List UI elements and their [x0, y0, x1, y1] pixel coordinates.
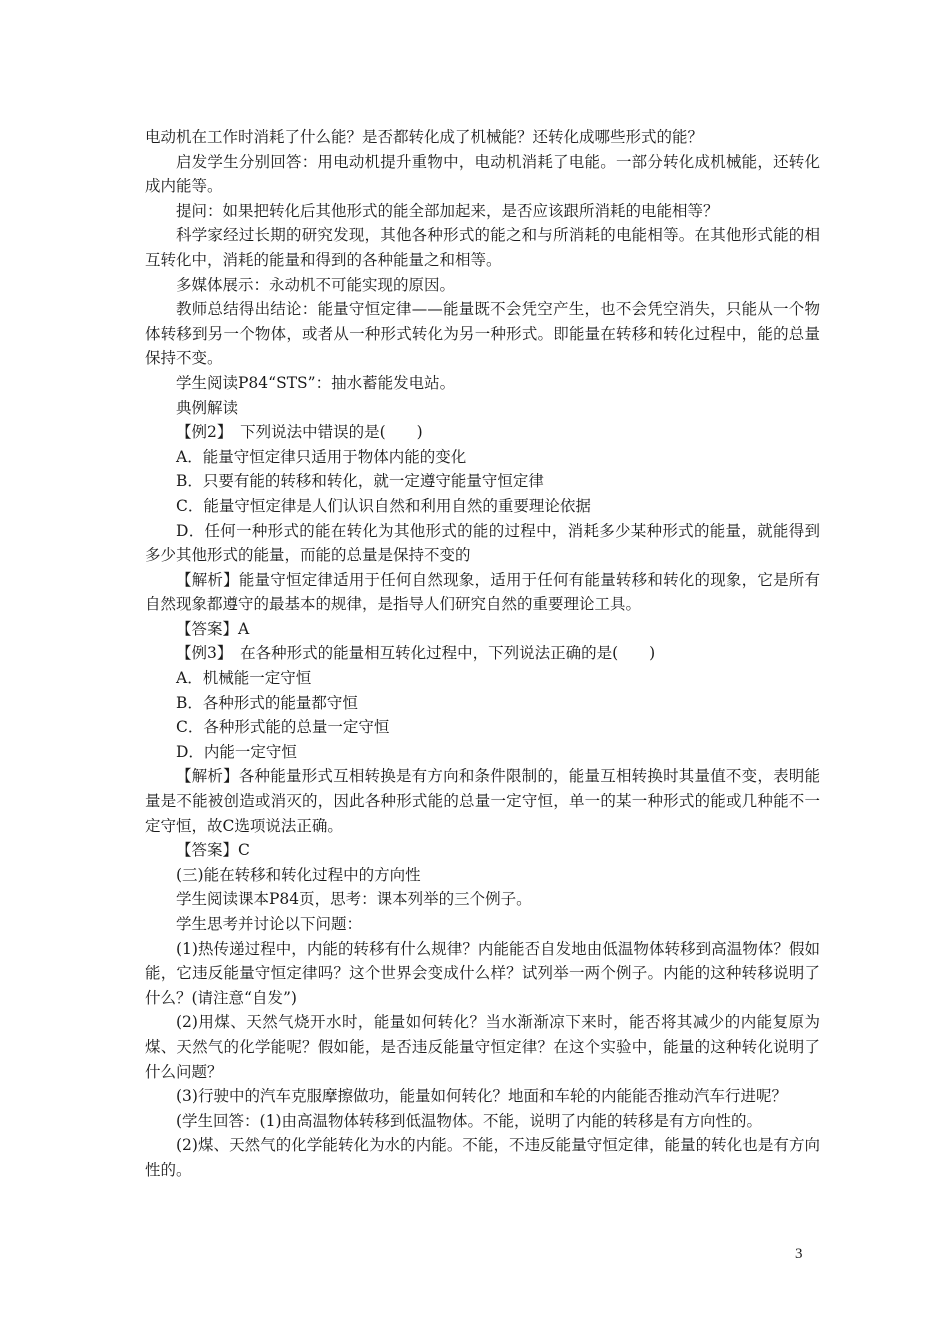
paragraph: 科学家经过长期的研究发现，其他各种形式的能之和与所消耗的电能相等。在其他形式能的相互转化中，消耗的能量和得到的各种能量之和相等。: [145, 226, 820, 269]
paragraph: 学生思考并讨论以下问题：: [176, 915, 363, 933]
discussion-question: (3)行驶中的汽车克服摩擦做功，能量如何转化？地面和车轮的内能能否推动汽车行进呢？: [176, 1087, 787, 1106]
answer-option: A．机械能一定守恒: [176, 669, 312, 688]
page-number: 3: [795, 1246, 803, 1262]
paragraph: 学生阅读P84“STS”：抽水蓄能发电站。: [176, 373, 456, 392]
answer-text: 【答案】A: [176, 619, 250, 638]
paragraph: 多媒体展示：永动机不可能实现的原因。: [176, 275, 456, 294]
answer-option: D．任何一种形式的能在转化为其他形式的能的过程中，消耗多少某种形式的能量，就能得到多少其他形式的能量，而能的总量是保持不变的: [145, 521, 820, 565]
analysis-text: 【解析】能量守恒定律适用于任何自然现象，适用于任何有能量转移和转化的现象，它是所有自然现象都遵守的最基本的规律，是指导人们研究自然的重要理论工具。: [145, 570, 820, 614]
example-question: 【例3】 在各种形式的能量相互转化过程中，下列说法正确的是( ): [176, 644, 656, 663]
student-answer: (2)煤、天然气的化学能转化为水的内能。不能，不违反能量守恒定律，能量的转化也是有方向性的。: [145, 1136, 820, 1179]
answer-option: B．只要有能的转移和转化，就一定遵守能量守恒定律: [176, 472, 544, 491]
paragraph: 提问：如果把转化后其他形式的能全部加起来，是否应该跟所消耗的电能相等？: [176, 201, 719, 220]
paragraph: 学生阅读课本P84页，思考：课本列举的三个例子。: [176, 890, 532, 909]
discussion-question: (1)热传递过程中，内能的转移有什么规律？内能能否自发地由低温物体转移到高温物体？假如能，它违反能量守恒定律吗？这个世界会变成什么样？试列举一两个例子。内能的这种转移说明了什么？(请注意“自发”): [145, 939, 820, 1007]
page-body: [145, 125, 820, 1183]
paragraph: 电动机在工作时消耗了什么能？是否都转化成了机械能？还转化成哪些形式的能？: [145, 128, 704, 146]
answer-option: D．内能一定守恒: [176, 742, 297, 761]
answer-option: C．各种形式能的总量一定守恒: [176, 718, 390, 737]
paragraph: 启发学生分别回答：用电动机提升重物中，电动机消耗了电能。一部分转化成机械能，还转化成内能等。: [145, 152, 820, 196]
answer-option: B．各种形式的能量都守恒: [176, 693, 358, 712]
analysis-text: 【解析】各种能量形式互相转换是有方向和条件限制的，能量互相转换时其量值不变，表明能量是不能被创造或消灭的，因此各种形式能的总量一定守恒，单一的某一种形式的能或几种能不一定守恒，故C选项说法正确。: [145, 767, 820, 835]
example-question: 【例2】 下列说法中错误的是( ): [176, 423, 423, 442]
section-heading: 典例解读: [176, 398, 239, 417]
answer-option: C．能量守恒定律是人们认识自然和利用自然的重要理论依据: [176, 496, 591, 515]
student-answer: (学生回答：(1)由高温物体转移到低温物体。不能，说明了内能的转移是有方向性的。: [176, 1111, 763, 1130]
answer-text: 【答案】C: [176, 841, 250, 860]
answer-option: A．能量守恒定律只适用于物体内能的变化: [176, 447, 467, 466]
section-heading: (三)能在转移和转化过程中的方向性: [176, 865, 421, 884]
paragraph: 教师总结得出结论：能量守恒定律——能量既不会凭空产生，也不会凭空消失，只能从一个物体转移到另一个物体，或者从一种形式转化为另一种形式。即能量在转移和转化过程中，能的总量保持不变。: [145, 300, 820, 368]
discussion-question: (2)用煤、天然气烧开水时，能量如何转化？当水渐渐凉下来时，能否将其减少的内能复原为煤、天然气的化学能呢？假如能，是否违反能量守恒定律？在这个实验中，能量的这种转化说明了什么问题？: [145, 1013, 820, 1081]
